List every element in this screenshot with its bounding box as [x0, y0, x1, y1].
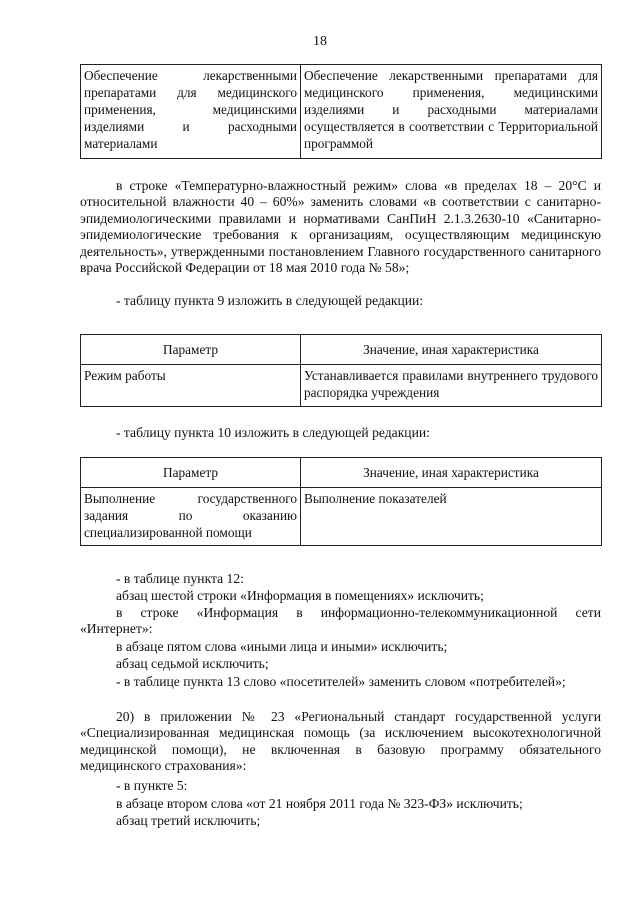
table-row [81, 365, 602, 407]
item-info-internet [80, 605, 601, 638]
paragraph-text: 20) в приложении № 23 «Региональный стандарт государственной услуги «Специализированная медицинская помощь (за исключением высокотехнологичной медицинской помощи), не включенная в базовую программу обязательного медицинского страхования»: [80, 709, 601, 774]
item-table-12: - в таблице пункта 12: [116, 571, 244, 586]
table-cell-left: Режим работы [81, 365, 301, 407]
item-table-13 [80, 674, 601, 690]
table-cell-right: Устанавливается правилами внутреннего трудового распорядка учреждения [301, 365, 602, 407]
table-header-row [81, 458, 602, 488]
table-header-row [81, 335, 602, 365]
table-cell-left: Обеспечение лекарственными препаратами для медицинского применения, медицинскими изделиями и расходными материалами [81, 65, 301, 159]
table-provision [80, 64, 602, 159]
header-value: Значение, иная характеристика [301, 335, 602, 365]
header-value: Значение, иная характеристика [301, 458, 602, 488]
page-number: 18 [313, 34, 327, 49]
header-parameter: Параметр [81, 335, 301, 365]
table-cell-left: Выполнение государственного задания по оказанию специализированной помощи [81, 488, 301, 546]
instruction-table10: - таблицу пункта 10 изложить в следующей редакции: [116, 425, 430, 440]
item-appendix-23 [80, 709, 601, 775]
paragraph-humidity [80, 178, 601, 276]
item-paragraph-two: в абзаце втором слова «от 21 ноября 2011 года № 323-ФЗ» исключить; [116, 796, 523, 811]
header-parameter: Параметр [81, 458, 301, 488]
instruction-table9: - таблицу пункта 9 изложить в следующей редакции: [116, 293, 424, 308]
table-row [81, 488, 602, 546]
table-row [81, 65, 602, 159]
paragraph-text: в строке «Температурно-влажностный режим» слова «в пределах 18 – 20°С и относительной влажности 40 – 60%» заменить словами «в соответствии с санитарно-эпидемиологическими правилами и нормативами СанПиН 2.1.3.2630-10 «Санитарно-эпидемиологические требования к организациям, осуществляющим медицинскую деятельность», утвержденными постановлением Главного государственного санитарного врача Российской Федерации от 18 мая 2010 года № 58»; [80, 178, 601, 276]
paragraph-text: - в таблице пункта 13 слово «посетителей» заменить словом «потребителей»; [116, 674, 566, 689]
table-point-9 [80, 334, 602, 407]
item-paragraph-five: в абзаце пятом слова «иными лица и иными» исключить; [116, 639, 448, 654]
item-paragraph-seven: абзац седьмой исключить; [116, 656, 269, 671]
item-paragraph-three: абзац третий исключить; [116, 813, 261, 828]
table-cell-right: Выполнение показателей [301, 488, 602, 546]
item-point-5: - в пункте 5: [116, 778, 188, 793]
paragraph-text: в строке «Информация в информационно-телекоммуникационной сети «Интернет»: [80, 605, 601, 637]
table-point-10 [80, 457, 602, 546]
item-info-rooms: абзац шестой строки «Информация в помещениях» исключить; [116, 588, 484, 603]
table-cell-right: Обеспечение лекарственными препаратами для медицинского применения, медицинскими изделиями и расходными материалами осуществляется в соответствии с Территориальной программой [301, 65, 602, 159]
